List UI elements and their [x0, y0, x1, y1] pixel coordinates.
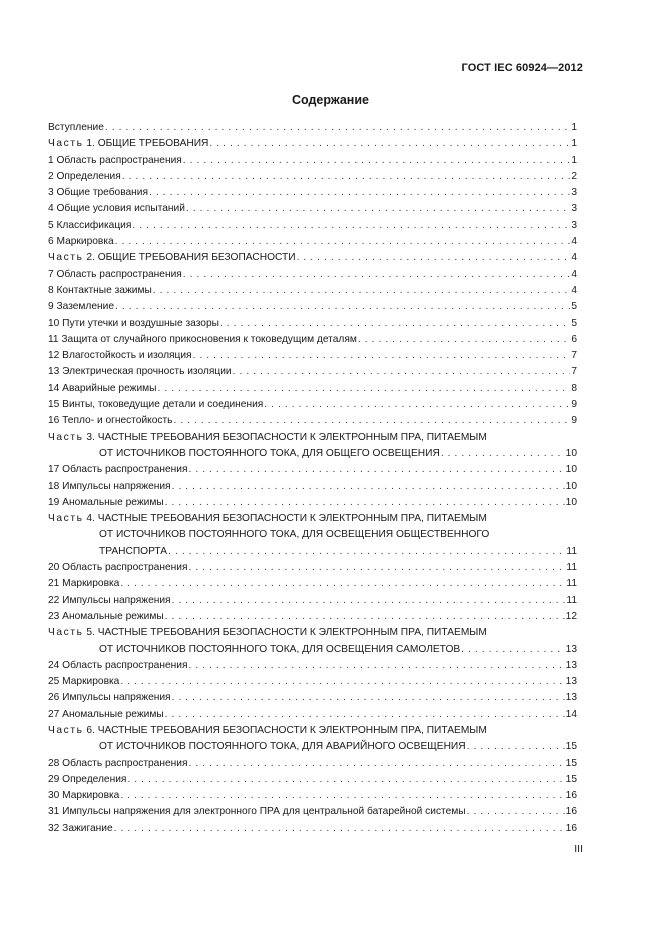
dot-leader [114, 821, 565, 837]
toc-line [48, 609, 577, 625]
toc-entry[interactable] [48, 690, 577, 706]
dot-leader [172, 593, 566, 609]
toc-page-number: 2 [571, 170, 577, 182]
toc-page-number: 8 [571, 382, 577, 394]
toc-page-number: 11 [566, 578, 577, 590]
toc-line [48, 413, 577, 429]
toc-line [48, 430, 577, 446]
dot-leader [188, 462, 564, 478]
toc-entry[interactable] [48, 316, 577, 332]
toc-line [48, 772, 577, 788]
toc-page-number: 3 [571, 203, 577, 215]
dot-leader [220, 316, 570, 332]
dot-leader [165, 707, 565, 723]
toc-entry[interactable] [48, 332, 577, 348]
toc-page-number: 9 [571, 399, 577, 411]
toc-entry-title: 2. ОБЩИЕ ТРЕБОВАНИЯ БЕЗОПАСНОСТИ [86, 252, 296, 264]
toc-entry-title: Вступление [48, 122, 104, 133]
toc-entry[interactable] [48, 707, 577, 723]
dot-leader [188, 756, 564, 772]
toc-line [48, 560, 577, 576]
toc-part-heading[interactable] [48, 430, 577, 463]
toc-page-number: 15 [565, 773, 577, 785]
toc-entry-title: 5. ЧАСТНЫЕ ТРЕБОВАНИЯ БЕЗОПАСНОСТИ К ЭЛЕКТРОННЫМ ПРА, ПИТАЕМЫМ [86, 627, 487, 639]
toc-page-number: 4 [571, 236, 577, 248]
toc-page-number: 15 [565, 757, 577, 769]
toc-entry[interactable] [48, 120, 577, 136]
toc-part-heading[interactable] [48, 511, 577, 560]
dot-leader [115, 299, 570, 315]
toc-page-number: 7 [571, 366, 577, 378]
toc-part-heading[interactable] [48, 625, 577, 658]
toc-line [48, 153, 577, 169]
dot-leader [233, 364, 571, 380]
dot-leader [122, 169, 571, 185]
toc-entry[interactable] [48, 658, 577, 674]
toc-entry[interactable] [48, 169, 577, 185]
dot-leader [186, 201, 570, 217]
toc-line [48, 316, 577, 332]
toc-entry-title: 15 Винты, токоведущие детали и соединения [48, 399, 264, 411]
toc-entry-title: 31 Импульсы напряжения для электронного ПРА для центральной батарейной системы [48, 806, 466, 818]
toc-entry[interactable] [48, 234, 577, 250]
toc-page-number: 13 [565, 659, 577, 671]
toc-entry-title: 11 Защита от случайного прикосновения к токоведущим деталям [48, 333, 357, 345]
toc-entry-title: 13 Электрическая прочность изоляции [48, 366, 232, 378]
toc-entry-title: 3. ЧАСТНЫЕ ТРЕБОВАНИЯ БЕЗОПАСНОСТИ К ЭЛЕКТРОННЫМ ПРА, ПИТАЕМЫМ [86, 431, 487, 443]
toc-entry[interactable] [48, 201, 577, 217]
part-label: Часть [48, 627, 84, 639]
toc-page-number: 1 [571, 122, 577, 133]
toc-entry-title: 7 Область распространения [48, 268, 182, 280]
toc-line [48, 593, 577, 609]
dot-leader [173, 413, 570, 429]
toc-line [48, 821, 577, 837]
toc-page-number: 16 [565, 790, 577, 802]
dot-leader [157, 381, 570, 397]
dot-leader [120, 788, 564, 804]
toc-page-number: 10 [565, 447, 577, 459]
toc-entry[interactable] [48, 364, 577, 380]
dot-leader [120, 576, 565, 592]
toc-line [48, 544, 577, 560]
toc-entry[interactable] [48, 218, 577, 234]
toc-entry-title: 8 Контактные зажимы [48, 284, 152, 296]
toc-entry-title: 2 Определения [48, 170, 121, 182]
toc-entry[interactable] [48, 413, 577, 429]
toc-line [48, 120, 577, 136]
dot-leader [209, 136, 570, 152]
dot-leader [165, 495, 565, 511]
toc-entry[interactable] [48, 674, 577, 690]
toc-page-number: 4 [571, 252, 577, 264]
toc-line [48, 397, 577, 413]
toc-page-number: 1 [571, 154, 577, 166]
toc-line [48, 625, 577, 641]
toc-page-number: 10 [565, 464, 577, 476]
toc-line [48, 348, 577, 364]
toc-entry-title: 22 Импульсы напряжения [48, 594, 171, 606]
toc-entry-title: 14 Аварийные режимы [48, 382, 157, 394]
toc-page-number: 13 [565, 692, 577, 704]
toc-entry[interactable] [48, 609, 577, 625]
toc-line [48, 804, 577, 820]
toc-page-number: 3 [571, 219, 577, 231]
toc-line [48, 267, 577, 283]
dot-leader [297, 250, 571, 266]
toc-entry-title: 24 Область распространения [48, 659, 188, 671]
toc-part-heading[interactable] [48, 250, 577, 266]
dot-leader [188, 560, 565, 576]
dot-leader [132, 218, 570, 234]
toc-entry-title: 16 Тепло- и огнестойкость [48, 415, 173, 427]
toc-page-number: 11 [566, 562, 577, 574]
toc-line [48, 283, 577, 299]
toc-line [48, 756, 577, 772]
toc-entry-title: 17 Область распространения [48, 464, 188, 476]
toc-line [48, 381, 577, 397]
toc-line [48, 332, 577, 348]
toc-page-number: 16 [565, 822, 577, 834]
toc-entry-title: 5 Классификация [48, 219, 132, 231]
toc-entry-title: 23 Аномальные режимы [48, 610, 164, 622]
dot-leader [193, 348, 571, 364]
dot-leader [183, 267, 571, 283]
toc-line [48, 707, 577, 723]
standard-designation: ГОСТ IEC 60924—2012 [461, 62, 583, 74]
toc-line [48, 299, 577, 315]
toc-part-heading[interactable] [48, 136, 577, 152]
toc-line [48, 723, 577, 739]
toc-line [48, 479, 577, 495]
toc-entry[interactable] [48, 397, 577, 413]
toc-page-number: 11 [566, 594, 577, 606]
dot-leader [165, 609, 565, 625]
toc-page-number: 5 [571, 301, 577, 313]
toc-entry[interactable] [48, 560, 577, 576]
toc-entry[interactable] [48, 576, 577, 592]
toc-entry-title: 10 Пути утечки и воздушные зазоры [48, 317, 219, 329]
dot-leader [172, 690, 565, 706]
toc-line [48, 201, 577, 217]
table-of-contents [48, 120, 577, 837]
toc-entry-title: 12 Влагостойкость и изоляция [48, 350, 192, 362]
toc-page-number: 9 [571, 415, 577, 427]
toc-entry-title: 30 Маркировка [48, 790, 120, 802]
toc-page-number: 12 [565, 610, 577, 622]
toc-entry[interactable] [48, 185, 577, 201]
dot-leader [467, 804, 565, 820]
toc-entry-title: 19 Аномальные режимы [48, 496, 164, 508]
toc-entry[interactable] [48, 821, 577, 837]
toc-entry[interactable] [48, 299, 577, 315]
toc-page-number: 11 [566, 545, 577, 557]
toc-page-number: 3 [571, 187, 577, 199]
part-label: Часть [48, 513, 84, 525]
toc-entry[interactable] [48, 267, 577, 283]
dot-leader [127, 772, 564, 788]
toc-entry-title: 4. ЧАСТНЫЕ ТРЕБОВАНИЯ БЕЗОПАСНОСТИ К ЭЛЕКТРОННЫМ ПРА, ПИТАЕМЫМ [86, 513, 487, 525]
toc-line [48, 690, 577, 706]
toc-page-number: 14 [565, 708, 577, 720]
toc-page-number: 5 [571, 317, 577, 329]
toc-page-number: 1 [571, 138, 577, 150]
toc-entry-title: 32 Зажигание [48, 822, 113, 834]
toc-line [48, 642, 577, 658]
part-label: Часть [48, 431, 84, 443]
toc-line [48, 250, 577, 266]
toc-entry-title: 1. ОБЩИЕ ТРЕБОВАНИЯ [86, 138, 209, 150]
toc-part-heading[interactable] [48, 723, 577, 756]
toc-entry-title: 1 Область распространения [48, 154, 182, 166]
toc-page-number: 10 [565, 480, 577, 492]
dot-leader [264, 397, 570, 413]
toc-line [48, 364, 577, 380]
part-label: Часть [48, 724, 84, 736]
toc-line [48, 446, 577, 462]
toc-page-number: 4 [571, 268, 577, 280]
toc-entry-title: ОТ ИСТОЧНИКОВ ПОСТОЯННОГО ТОКА, ДЛЯ ОСВЕЩЕНИЯ САМОЛЕТОВ [99, 643, 461, 655]
toc-line [48, 788, 577, 804]
toc-entry[interactable] [48, 788, 577, 804]
dot-leader [441, 446, 565, 462]
dot-leader [358, 332, 570, 348]
toc-entry-title: 6 Маркировка [48, 236, 114, 248]
page-title: Содержание [291, 93, 369, 107]
dot-leader [149, 185, 570, 201]
toc-entry[interactable] [48, 593, 577, 609]
toc-entry[interactable] [48, 756, 577, 772]
toc-page-number: 4 [571, 284, 577, 296]
toc-entry-title: 20 Область распространения [48, 562, 188, 574]
toc-entry[interactable] [48, 462, 577, 478]
toc-entry-title: ОТ ИСТОЧНИКОВ ПОСТОЯННОГО ТОКА, ДЛЯ ОБЩЕГО ОСВЕЩЕНИЯ [99, 447, 440, 459]
toc-page-number: 10 [565, 496, 577, 508]
part-label: Часть [48, 138, 84, 150]
dot-leader [467, 739, 565, 755]
toc-entry[interactable] [48, 772, 577, 788]
toc-line [48, 462, 577, 478]
dot-leader [183, 153, 571, 169]
toc-line [48, 218, 577, 234]
toc-entry-title: 25 Маркировка [48, 676, 120, 688]
toc-entry[interactable] [48, 804, 577, 820]
dot-leader [172, 479, 565, 495]
toc-line [48, 527, 577, 543]
toc-entry-title: 9 Заземление [48, 301, 115, 313]
toc-entry-title: 4 Общие условия испытаний [48, 203, 185, 215]
dot-leader [105, 120, 570, 136]
toc-entry-title: 18 Импульсы напряжения [48, 480, 171, 492]
toc-page-number: 15 [565, 741, 577, 753]
toc-line [48, 576, 577, 592]
dot-leader [168, 544, 565, 560]
toc-page-number: 7 [571, 350, 577, 362]
toc-entry[interactable] [48, 283, 577, 299]
toc-entry[interactable] [48, 479, 577, 495]
toc-entry-title: 26 Импульсы напряжения [48, 692, 171, 704]
dot-leader [461, 642, 564, 658]
toc-page-number: 13 [565, 643, 577, 655]
toc-entry[interactable] [48, 348, 577, 364]
toc-entry-title: 3 Общие требования [48, 187, 149, 199]
dot-leader [115, 234, 571, 250]
toc-line [48, 495, 577, 511]
toc-line [48, 185, 577, 201]
toc-entry[interactable] [48, 381, 577, 397]
toc-entry-title: ОТ ИСТОЧНИКОВ ПОСТОЯННОГО ТОКА, ДЛЯ ОСВЕЩЕНИЯ ОБЩЕСТВЕННОГО [99, 529, 490, 541]
toc-page-number: 13 [565, 676, 577, 688]
dot-leader [120, 674, 564, 690]
toc-line [48, 136, 577, 152]
toc-entry-title: 6. ЧАСТНЫЕ ТРЕБОВАНИЯ БЕЗОПАСНОСТИ К ЭЛЕКТРОННЫМ ПРА, ПИТАЕМЫМ [86, 724, 487, 736]
toc-entry-title: 28 Область распространения [48, 757, 188, 769]
dot-leader [188, 658, 564, 674]
toc-entry-title: 27 Аномальные режимы [48, 708, 164, 720]
toc-entry-title: ТРАНСПОРТА [99, 545, 168, 557]
toc-line [48, 511, 577, 527]
dot-leader [153, 283, 571, 299]
toc-line [48, 234, 577, 250]
toc-line [48, 674, 577, 690]
part-label: Часть [48, 252, 84, 264]
toc-entry[interactable] [48, 153, 577, 169]
toc-line [48, 658, 577, 674]
toc-page-number: 16 [565, 806, 577, 818]
toc-page-number: 6 [571, 333, 577, 345]
toc-entry-title: 29 Определения [48, 773, 127, 785]
toc-line [48, 169, 577, 185]
toc-entry-title: 21 Маркировка [48, 578, 120, 590]
toc-entry-title: ОТ ИСТОЧНИКОВ ПОСТОЯННОГО ТОКА, ДЛЯ АВАРИЙНОГО ОСВЕЩЕНИЯ [99, 741, 466, 753]
toc-line [48, 739, 577, 755]
page-number: III [574, 843, 583, 855]
toc-entry[interactable] [48, 495, 577, 511]
